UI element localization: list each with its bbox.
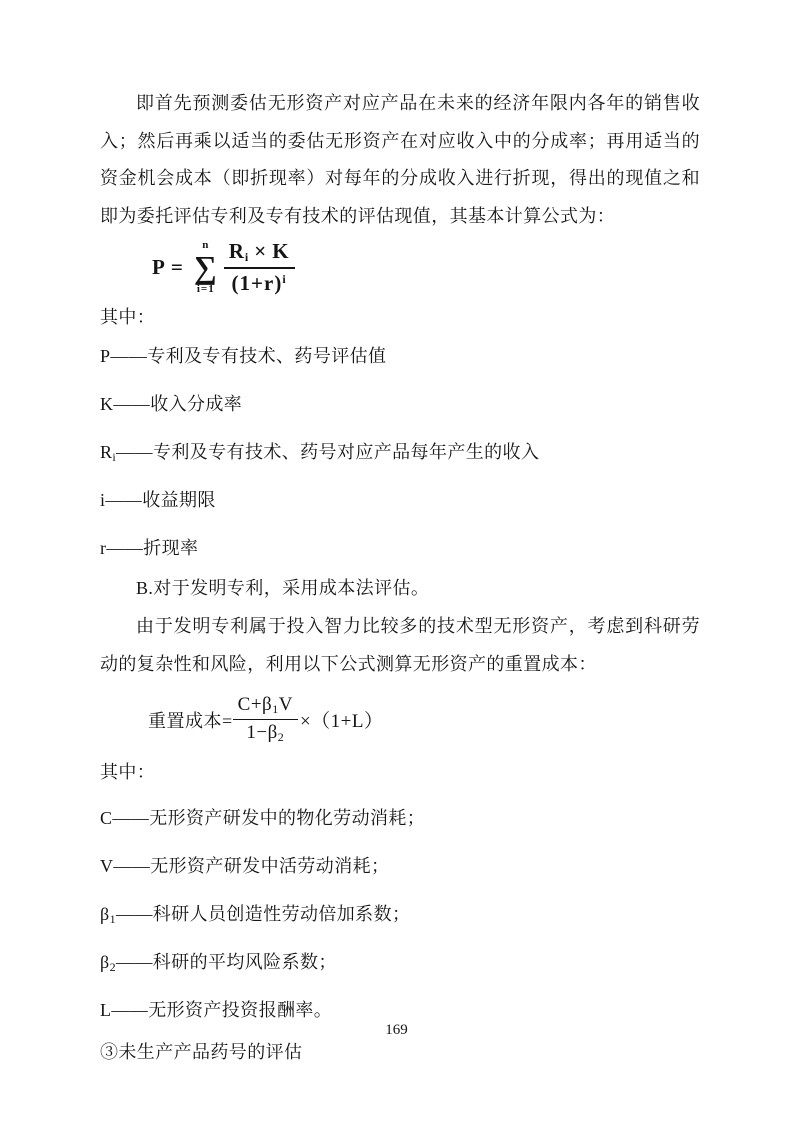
fraction-denominator: $(1+r)^i$ (231, 271, 287, 296)
definition-item-Ri: $R_i——$专利及专有技术、药号对应产品每年产生的收入 (100, 442, 540, 465)
definition-list-income (100, 342, 700, 567)
summation-symbol (194, 239, 218, 295)
whereof-label-1: 其中： (100, 307, 156, 328)
fraction-denominator: $1-\beta_2$ (246, 722, 285, 745)
definition-item-beta2: $\beta_2——$科研的平均风险系数； (100, 951, 337, 974)
definition-item-L: L——无形资产投资报酬率。 (100, 999, 333, 1020)
summation-upper-limit: n (202, 239, 210, 252)
definition-item-i: i——收益期限 (100, 490, 216, 511)
fraction-numerator: $R_i \times K$ (224, 239, 295, 269)
fraction (224, 239, 295, 295)
section-heading-3: ③未生产产品药号的评估 (100, 1041, 303, 1062)
formula2-lhs: 重置成本= (148, 710, 233, 731)
cost-method-line: B.对于发明专利，采用成本法评估。 (136, 578, 430, 599)
definition-item-beta1: $\beta_1——$科研人员创造性劳动倍加系数； (100, 903, 411, 926)
paragraph-invention: 由于发明专利属于投入智力比较多的技术型无形资产，考虑到科研劳动的复杂性和风险，利用以下公式测算无形资产的重置成本： (100, 616, 700, 674)
definition-item-C: C——无形资产研发中的物化劳动消耗； (100, 807, 426, 828)
definition-item-r: r——折现率 (100, 538, 199, 559)
whereof-label-2: 其中： (100, 761, 156, 782)
definition-list-cost (100, 804, 700, 1029)
fraction-numerator: $C+\beta_1V$ (233, 694, 298, 720)
definition-item-V: V——无形资产研发中活劳动消耗； (100, 855, 390, 876)
formula-replacement-cost (100, 692, 700, 748)
summation-lower-limit: i=1 (196, 283, 215, 296)
formula1-lhs: P = (152, 254, 184, 279)
sigma-glyph: ∑ (193, 249, 218, 286)
paragraph-intro: 即首先预测委估无形资产对应产品在未来的经济年限内各年的销售收入；然后再乘以适当的委估无形资产在对应收入中的分成率；再用适当的资金机会成本（即折现率）对每年的分成收入进行折现，得出的现值之和即为委托评估专利及专有技术的评估现值，其基本计算公式为： (100, 93, 700, 226)
fraction (233, 694, 298, 745)
formula-income-method (100, 235, 700, 299)
definition-item-K: K——收入分成率 (100, 394, 243, 415)
document-content (100, 0, 700, 1066)
definition-item-P: P——专利及专有技术、药号评估值 (100, 346, 387, 367)
formula2-rhs: ×（1+L） (299, 711, 384, 733)
page-number: 169 (385, 1022, 408, 1038)
